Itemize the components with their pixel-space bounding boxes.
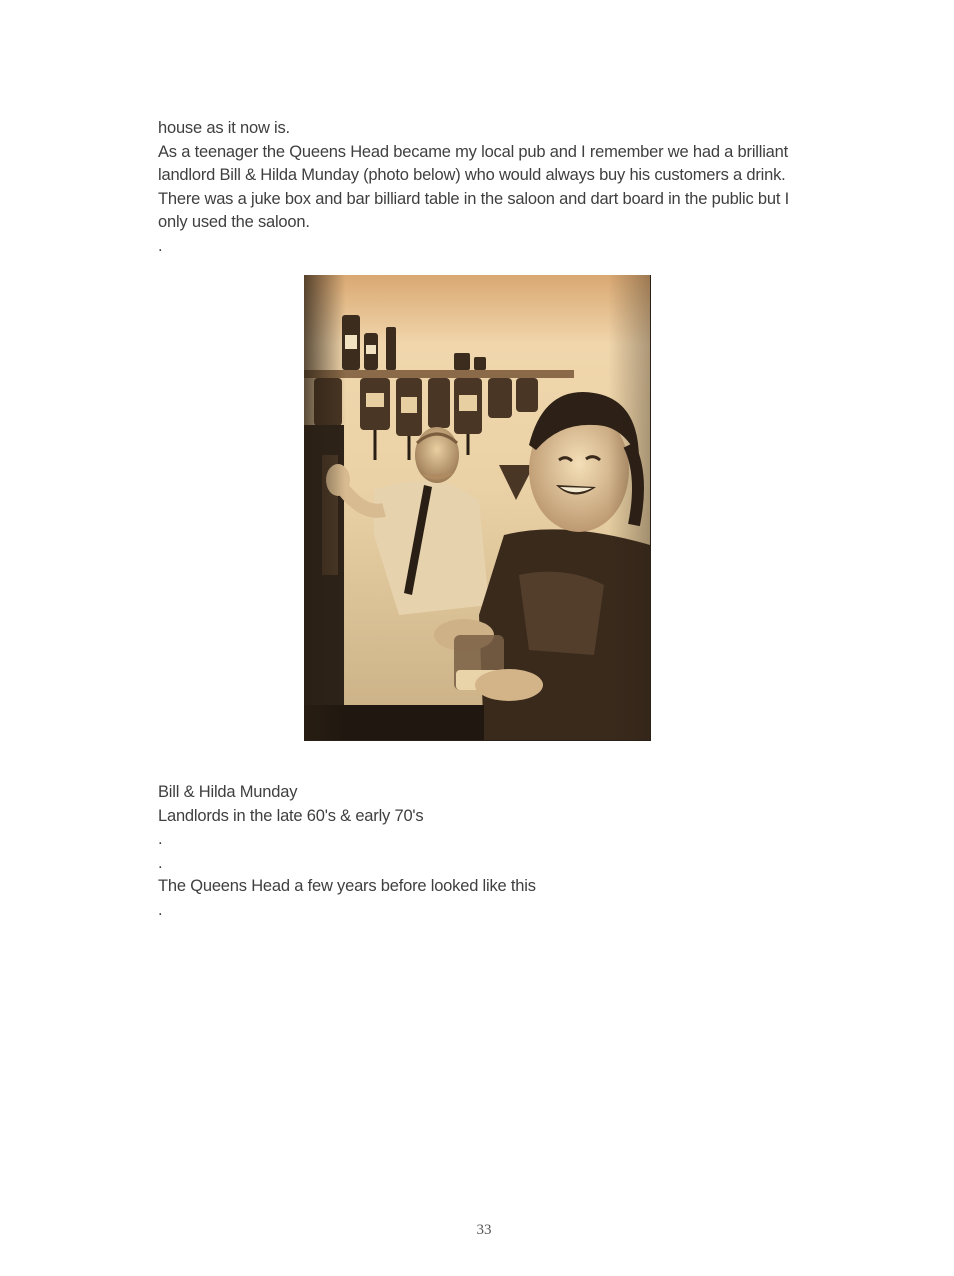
landlords-photo: [304, 275, 651, 741]
body-line: landlord Bill & Hilda Munday (photo below) who would always buy his customers a drink.: [158, 166, 786, 184]
caption-line: Bill & Hilda Munday: [158, 783, 298, 801]
sepia-photo-illustration: [304, 275, 650, 740]
body-text: [158, 117, 808, 258]
caption-line: The Queens Head a few years before looked like this: [158, 877, 536, 895]
body-line: only used the saloon.: [158, 213, 310, 231]
caption-line: .: [158, 900, 163, 919]
caption-line: .: [158, 853, 163, 872]
caption-line: Landlords in the late 60's & early 70's: [158, 806, 424, 825]
page-number: 33: [476, 1222, 492, 1238]
body-line: There was a juke box and bar billiard table in the saloon and dart board in the public but I: [158, 189, 790, 208]
body-line: As a teenager the Queens Head became my local pub and I remember we had a brilliant: [158, 142, 789, 161]
caption-text: [158, 781, 808, 922]
body-line: .: [158, 236, 163, 255]
caption-line: .: [158, 830, 163, 848]
body-line: house as it now is.: [158, 119, 290, 137]
